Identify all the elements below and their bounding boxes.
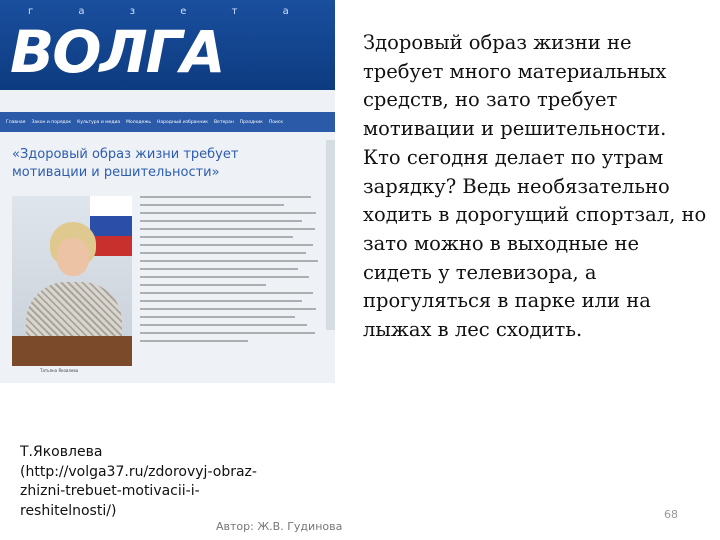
- article-screenshot: [0, 0, 335, 383]
- site-nav: [0, 112, 335, 132]
- nav-item: Праздник: [239, 119, 263, 125]
- nav-item: Молодежь: [126, 119, 152, 125]
- portrait-photo: [12, 196, 132, 366]
- nav-item: Поиск: [268, 119, 284, 125]
- photo-caption: Татьяна Яковлева: [40, 368, 79, 373]
- site-header: [0, 0, 335, 90]
- article-title: «Здоровый образ жизни требует мотивации и решительности»: [12, 147, 239, 180]
- nav-item: Ветеран: [213, 119, 234, 125]
- sidebar-strip: [326, 140, 335, 330]
- flag-icon: [90, 196, 132, 256]
- nav-item: Культура и медиа: [77, 119, 121, 125]
- author-credit: Автор: Ж.В. Гудинова: [216, 520, 343, 533]
- logo-letters: г а з е т а: [28, 6, 310, 17]
- source-credit: Т.Яковлева (http://volga37.ru/zdorovyj-obraz-zhizni-trebuet-motivacii-i-reshitelnosti/): [20, 444, 257, 519]
- nav-item: Главная: [6, 119, 26, 125]
- nav-item: Закон и порядок: [31, 119, 72, 125]
- quote-text: Здоровый образ жизни не требует много материальных средств, но зато требует мотивации и решительности. Кто сегодня делает по утрам зарядку? Ведь необязательно ходить в дорогущий спортзал, но зато можно в выходные не сидеть у телевизора, а прогуляться в парке или на лыжах в лес сходить.: [363, 31, 707, 342]
- page-number: 68: [664, 508, 678, 521]
- article-body-placeholder: [140, 196, 320, 348]
- portrait-desk: [12, 336, 132, 366]
- site-logo: ВОЛГА: [10, 18, 224, 86]
- portrait-face: [57, 238, 89, 276]
- nav-item: Народный избранник: [157, 119, 208, 125]
